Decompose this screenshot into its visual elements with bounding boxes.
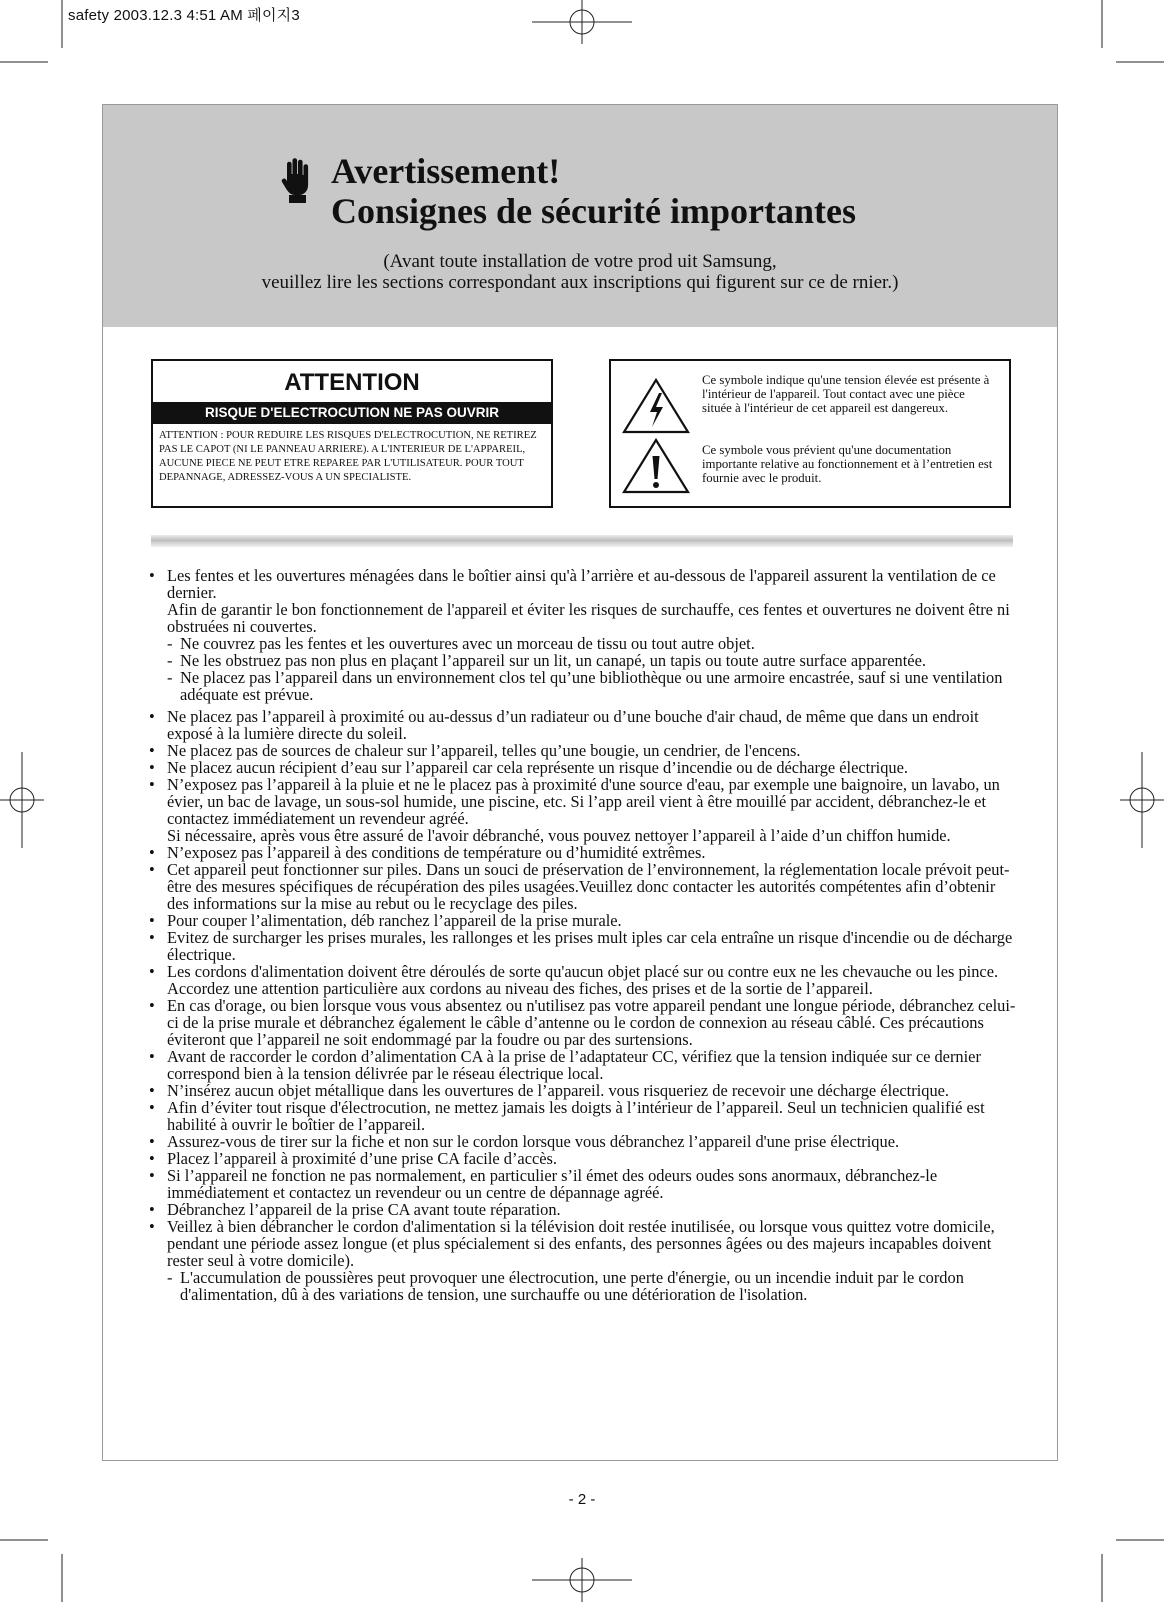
list-item: • Avant de raccorder le cordon d’alimentation CA à la prise de l’adaptateur CC, vérifiez que la tension indiquée sur ce dernier correspond bien à la tension délivrée par le réseau électrique local. [149,1048,1019,1082]
title-line-1: Avertissement! [331,151,561,191]
section-divider [151,535,1013,547]
list-item: • En cas d'orage, ou bien lorsque vous vous absentez ou n'utilisez pas votre appareil pendant une longue période, débranchez celui-ci de la prise murale et débranchez également le câble d’antenne ou le cordon de connexion au réseau câblé. Ces précautions éviteront que l’appareil ne soit endommagé par la foudre ou par des surtensions. [149,997,1019,1048]
list-item: • Ne placez pas de sources de chaleur sur l’appareil, telles qu’une bougie, un cendrier, de l'encens. [149,742,1019,759]
header-band [103,105,1057,327]
list-item: • Ne placez pas l’appareil à proximité ou au-dessus d’un radiateur ou d’une bouche d'air chaud, de même que dans un endroit exposé à la lumière directe du soleil. [149,708,1019,742]
list-item [149,776,1019,844]
list-item-text: • Veillez à bien débrancher le cordon d'alimentation si la télévision doit restée inutilisée, ou lorsque vous quittez votre domicile, pendant une période assez longue (et plus spécialement si des enfants, des personnes âgées ou des majeurs incapables doivent rester seul à votre domicile). [167,1217,995,1270]
page-title [331,151,856,231]
list-item: • Débranchez l’appareil de la prise CA avant toute réparation. [149,1201,1019,1218]
sub-list-item: - Ne placez pas l’appareil dans un environnement clos tel qu’une bibliothèque ou une armoire encastrée, sauf si une ventilation adéquate est prévue. [167,669,1019,703]
safety-instructions [149,567,1019,1303]
instruction-list [149,567,1019,1303]
list-item: • Evitez de surcharger les prises murales, les rallonges et les prises mult iples car cela entraîne un risque d'incendie ou de décharge électrique. [149,929,1019,963]
list-item-text: Afin de garantir le bon fonctionnement de l'appareil et éviter les risques de surchauffe, ces fentes et ouvertures ne doivent être ni obstruées ni couvertes. [167,600,1010,636]
sub-list-item: - Ne les obstruez pas non plus en plaçant l’appareil sur un lit, un canapé, un tapis ou toute autre surface apparentée. [167,652,1019,669]
title-line-2: Consignes de sécurité importantes [331,191,856,231]
page-frame [102,104,1058,1461]
documentation-symbol-text: Ce symbole vous prévient qu'une documentation importante relative au fonctionnement et à l’entretien est fournie avec le produit. [702,443,993,485]
print-slug: safety 2003.12.3 4:51 AM 페이지3 [68,7,300,24]
subtitle-line-2: veuillez lire les sections correspondant aux inscriptions qui figurent sur ce de rnier.) [261,272,899,293]
list-item: • Placez l’appareil à proximité d’une prise CA facile d’accès. [149,1150,1019,1167]
page-number: - 2 - [568,1491,596,1508]
attention-text: ATTENTION : POUR REDUIRE LES RISQUES D'ELECTROCUTION, NE RETIREZ PAS LE CAPOT (NI LE PANNEAU ARRIERE). A L'INTERIEUR DE L'APPAREIL, AUCUNE PIECE NE PEUT ETRE REPAREE PAR L'UTILISATEUR. POUR TOUT DEPANNAGE, ADRESSEZ-VOUS A UN SPECIALISTE. [159,430,537,483]
voltage-symbol-text: Ce symbole indique qu'une tension élevée est présente à l'intérieur de l'appareil. Tout contact avec une pièce située à l'intérieur de cet appareil est dangereux. [702,373,990,415]
list-item: • Si l’appareil ne fonction ne pas normalement, en particulier s’il émet des odeurs oudes sons anormaux, débranchez-le immédiatement et contactez un revendeur ou un centre de dépannage agréé. [149,1167,1019,1201]
list-item: • Les cordons d'alimentation doivent être déroulés de sorte qu'aucun objet placé sur ou contre eux ne les chevauche ou les pince. Accordez une attention particulière aux cordons au niveau des fiches, des prises et de la sortie de l’appareil. [149,963,1019,997]
list-item: • N’insérez aucun objet métallique dans les ouvertures de l’appareil. vous risqueriez de recevoir une décharge électrique. [149,1082,1019,1099]
attention-banner: RISQUE D'ELECTROCUTION NE PAS OUVRIR [153,402,551,424]
list-item-text: • N’exposez pas l’appareil à la pluie et ne le placez pas à proximité d'une source d'eau, par exemple une baignoire, un lavabo, un évier, un bac de lavage, un sous-sol humide, une piscine, etc. Si l’app areil vient à être mouillé par accident, débranchez-le et contactez immédiatement un revendeur agréé. [167,775,1000,828]
sub-list [167,1269,1019,1303]
list-item: • Pour couper l’alimentation, déb ranchez l’appareil de la prise murale. [149,912,1019,929]
list-item: • Ne placez aucun récipient d’eau sur l’appareil car cela représente un risque d’incendie ou de décharge électrique. [149,759,1019,776]
sub-list [167,635,1019,703]
symbols-box [609,359,1011,508]
subtitle [103,251,1057,293]
list-item-text: Si nécessaire, après vous être assuré de l'avoir débranché, vous pouvez nettoyer l’appareil à l’aide d’un chiffon humide. [167,826,951,845]
list-item: • Cet appareil peut fonctionner sur piles. Dans un souci de préservation de l’environnement, la réglementation locale prévoit peut-être des mesures spécifiques de récupération des piles usagées.Veuillez donc contacter les autorités compétentes afin d’obtenir des informations sur la mise au rebut ou le recyclage des piles. [149,861,1019,912]
list-item: • Afin d’éviter tout risque d'électrocution, ne mettez jamais les doigts à l’intérieur de l’appareil. Seul un technicien qualifié est habilité à ouvrir le boîtier de l’appareil. [149,1099,1019,1133]
exclamation-warning-icon [621,437,691,495]
attention-box [151,359,553,508]
attention-title: ATTENTION [284,369,420,396]
sub-list-item: - Ne couvrez pas les fentes et les ouvertures avec un morceau de tissu ou tout autre objet. [167,635,1019,652]
stop-hand-icon [281,157,313,203]
subtitle-line-1: (Avant toute installation de votre prod uit Samsung, [383,251,777,272]
list-item [149,567,1019,703]
sub-list-item: - L'accumulation de poussières peut provoquer une électrocution, une perte d'énergie, ou un incendie induit par le cordon d'alimentation, dû à des variations de tension, une surchauffe ou une détérioration de l'isolation. [167,1269,1019,1303]
high-voltage-icon [621,377,691,435]
list-item [149,1218,1019,1303]
list-item: • Assurez-vous de tirer sur la fiche et non sur le cordon lorsque vous débranchez l’appareil d'une prise électrique. [149,1133,1019,1150]
list-item: • N’exposez pas l’appareil à des conditions de température ou d’humidité extrêmes. [149,844,1019,861]
list-item-text: • Les fentes et les ouvertures ménagées dans le boîtier ainsi qu'à l’arrière et au-dessous de l'appareil assurent la ventilation de ce dernier. [167,566,996,602]
